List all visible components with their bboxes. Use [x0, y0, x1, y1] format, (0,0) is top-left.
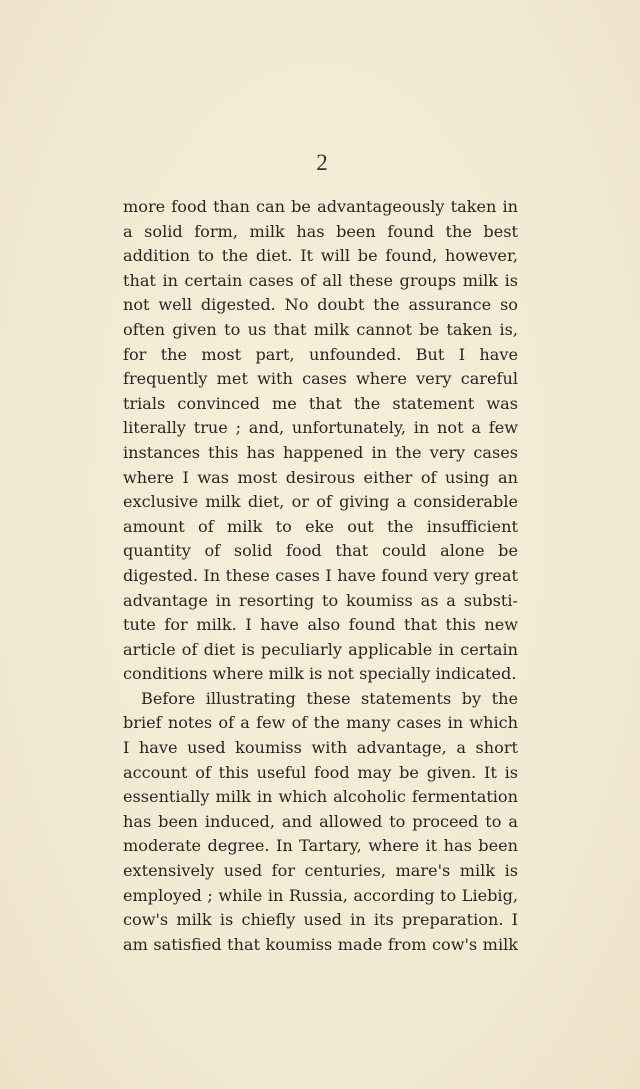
text-line: quantity of solid food that could alone be [123, 541, 518, 561]
text-line: trials convinced me that the statement was [123, 393, 518, 413]
text-line: cow's milk is chiefly used in its preparation. I [123, 910, 518, 930]
text-line: employed ; while in Russia, according to Liebig, [123, 885, 518, 905]
text-line: that in certain cases of all these groups milk is [123, 270, 518, 290]
text-line: instances this has happened in the very cases [123, 442, 518, 462]
text-line: tute for milk. I have also found that this new [123, 615, 518, 635]
page-number: 2 [316, 150, 328, 175]
text-line: for the most part, unfounded. But I have [123, 344, 518, 364]
text-line: brief notes of a few of the many cases in which [123, 713, 518, 733]
text-line: essentially milk in which alcoholic fermentation [123, 787, 518, 807]
text-line: conditions where milk is not specially indicated. [123, 664, 517, 684]
text-line: amount of milk to eke out the insufficient [123, 516, 518, 536]
text-line: exclusive milk diet, or of giving a considerable [123, 492, 518, 512]
text-line: am satisfied that koumiss made from cow's milk [123, 934, 518, 954]
text-line: article of diet is peculiarly applicable in certain [123, 639, 518, 659]
text-line: not well digested. No doubt the assurance so [123, 295, 518, 315]
text-line: I have used koumiss with advantage, a short [123, 738, 518, 758]
text-line: moderate degree. In Tartary, where it has been [123, 836, 518, 856]
text-line: extensively used for centuries, mare's milk is [123, 861, 518, 881]
text-line: frequently met with cases where very careful [123, 369, 518, 389]
text-line: advantage in resorting to koumiss as a substi- [123, 590, 518, 610]
text-line: Before illustrating these statements by the [141, 688, 518, 708]
text-line: a solid form, milk has been found the best [123, 221, 518, 241]
body-text [123, 195, 518, 957]
text-line: where I was most desirous either of using an [123, 467, 518, 487]
text-line: more food than can be advantageously taken in [123, 197, 518, 216]
text-line: digested. In these cases I have found very great [123, 565, 518, 585]
text-line: has been induced, and allowed to proceed to a [123, 811, 518, 831]
text-line: literally true ; and, unfortunately, in not a few [123, 418, 518, 438]
text-line: account of this useful food may be given. It is [123, 762, 518, 782]
text-line: often given to us that milk cannot be taken is, [123, 319, 518, 339]
text-line: addition to the diet. It will be found, however, [123, 246, 518, 266]
